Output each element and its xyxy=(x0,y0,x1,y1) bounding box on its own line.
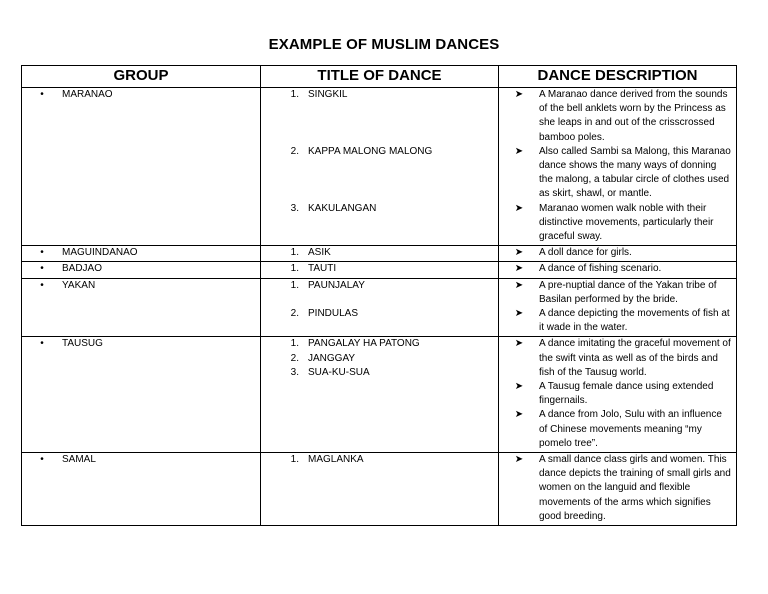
group-cell xyxy=(22,337,261,453)
dance-description-item xyxy=(499,88,734,145)
dance-title-item xyxy=(261,279,496,293)
title-cell xyxy=(261,337,499,453)
bullet-icon: • xyxy=(40,279,44,291)
dance-description-item xyxy=(499,145,734,202)
dance-description-item xyxy=(499,279,734,307)
dance-name: SINGKIL xyxy=(308,89,348,100)
dance-number: 2. xyxy=(290,307,299,319)
dance-number: 1. xyxy=(290,247,299,259)
group-name: SAMAL xyxy=(62,454,96,466)
dance-title-item xyxy=(261,352,496,366)
group-name: MARANAO xyxy=(62,89,113,100)
group-item xyxy=(22,279,258,293)
dance-description: A dance of fishing scenario. xyxy=(539,263,662,275)
dance-description: A pre-nuptial dance of the Yakan tribe of Basilan performed by the bride. xyxy=(539,279,717,305)
group-item xyxy=(22,88,258,102)
arrow-bullet-icon: ➤ xyxy=(514,308,524,320)
group-cell xyxy=(22,262,261,278)
dance-description: A Tausug female dance using extended fingernails. xyxy=(539,381,714,407)
group-cell xyxy=(22,246,261,262)
title-cell xyxy=(261,262,499,278)
dance-name: KAPPA MALONG MALONG xyxy=(308,146,433,157)
arrow-bullet-icon: ➤ xyxy=(514,202,524,214)
table-row xyxy=(22,246,737,262)
table-row xyxy=(22,262,737,278)
arrow-bullet-icon: ➤ xyxy=(514,409,524,421)
dance-title-item xyxy=(261,366,496,380)
description-cell xyxy=(499,88,737,246)
bullet-icon: • xyxy=(40,247,44,259)
dance-title-item xyxy=(261,145,496,159)
dance-name: JANGGAY xyxy=(308,352,356,364)
dance-description-item xyxy=(499,262,734,276)
dance-title-item xyxy=(261,88,496,102)
bullet-icon: • xyxy=(40,338,44,350)
dance-title-item xyxy=(261,453,496,467)
dance-description-item xyxy=(499,337,734,380)
dance-name: PANGALAY HA PATONG xyxy=(308,338,420,350)
arrow-bullet-icon: ➤ xyxy=(514,381,524,393)
dance-description-item xyxy=(499,246,734,260)
group-item xyxy=(22,262,258,276)
dance-number: 3. xyxy=(290,366,299,378)
group-item xyxy=(22,246,258,260)
dance-description-item xyxy=(499,380,734,408)
dance-name: TAUTI xyxy=(308,263,337,275)
dance-name: SUA-KU-SUA xyxy=(308,366,370,378)
dance-title-item xyxy=(261,202,496,216)
arrow-bullet-icon: ➤ xyxy=(514,263,524,275)
dance-name: PINDULAS xyxy=(308,307,359,319)
dance-description: A dance imitating the graceful movement of the swift vinta as well as of the birds and fish of the Tausug world. xyxy=(539,338,731,378)
dance-description-item xyxy=(499,453,734,524)
arrow-bullet-icon: ➤ xyxy=(514,338,524,350)
dance-number: 2. xyxy=(290,146,299,157)
dance-description: Maranao women walk noble with their distinctive movements, particularly their graceful sway. xyxy=(539,202,714,243)
dance-number: 2. xyxy=(290,352,299,364)
dance-number: 1. xyxy=(290,454,299,466)
header-group: GROUP xyxy=(22,66,261,88)
dance-number: 1. xyxy=(290,89,299,100)
bullet-icon: • xyxy=(40,263,44,275)
group-cell xyxy=(22,278,261,337)
dance-name: MAGLANKA xyxy=(308,454,364,466)
title-cell xyxy=(261,453,499,526)
dance-number: 1. xyxy=(290,338,299,350)
description-cell xyxy=(499,453,737,526)
dance-description: A doll dance for girls. xyxy=(539,247,632,259)
arrow-bullet-icon: ➤ xyxy=(514,145,524,157)
title-cell xyxy=(261,278,499,337)
dance-name: KAKULANGAN xyxy=(308,203,377,214)
group-name: MAGUINDANAO xyxy=(62,247,138,259)
dance-description: A dance depicting the movements of fish at it wade in the water. xyxy=(539,308,730,334)
title-cell xyxy=(261,88,499,246)
arrow-bullet-icon: ➤ xyxy=(514,247,524,259)
group-item xyxy=(22,453,258,467)
group-name: BADJAO xyxy=(62,263,103,275)
group-name: YAKAN xyxy=(62,279,96,291)
dance-name: ASIK xyxy=(308,247,331,259)
dance-number: 3. xyxy=(290,203,299,214)
dance-title-item xyxy=(261,307,496,321)
dances-table xyxy=(21,65,737,526)
dance-description-item xyxy=(499,307,734,335)
description-cell xyxy=(499,246,737,262)
dance-description: A Maranao dance derived from the sounds of the bell anklets worn by the Princess as she leaps in and out of the crisscrossed bamboo poles. xyxy=(539,89,728,143)
dance-name: PAUNJALAY xyxy=(308,279,365,291)
dance-description-item xyxy=(499,408,734,451)
dance-description-item xyxy=(499,202,734,245)
description-cell xyxy=(499,337,737,453)
dance-description: A small dance class girls and women. This dance depicts the training of small girls and women on the languid and flexible movements of the arms which signifies good breeding. xyxy=(539,454,731,522)
bullet-icon: • xyxy=(40,454,44,466)
arrow-bullet-icon: ➤ xyxy=(514,279,524,291)
table-row xyxy=(22,88,737,246)
bullet-icon: • xyxy=(40,89,44,100)
title-cell xyxy=(261,246,499,262)
dance-title-item xyxy=(261,337,496,351)
table-row xyxy=(22,278,737,337)
description-cell xyxy=(499,278,737,337)
dance-title-item xyxy=(261,262,496,276)
group-cell xyxy=(22,453,261,526)
description-cell xyxy=(499,262,737,278)
dance-title-item xyxy=(261,246,496,260)
header-dance-description: DANCE DESCRIPTION xyxy=(499,66,737,88)
group-cell xyxy=(22,88,261,246)
group-item xyxy=(22,337,258,351)
dance-description: A dance from Jolo, Sulu with an influence of Chinese movements meaning “my pomelo tree”. xyxy=(539,409,722,449)
table-row xyxy=(22,337,737,453)
dance-number: 1. xyxy=(290,279,299,291)
dance-number: 1. xyxy=(290,263,299,275)
dance-description: Also called Sambi sa Malong, this Maranao dance shows the many ways of donning the malong, a tabular circle of clothes used as skirt, shawl, or mantle. xyxy=(539,145,731,200)
group-name: TAUSUG xyxy=(62,338,103,350)
page-title: EXAMPLE OF MUSLIM DANCES xyxy=(268,36,500,53)
table-row xyxy=(22,453,737,526)
arrow-bullet-icon: ➤ xyxy=(514,454,524,466)
arrow-bullet-icon: ➤ xyxy=(514,89,524,100)
header-row xyxy=(22,66,737,88)
header-title-of-dance: TITLE OF DANCE xyxy=(261,66,499,88)
